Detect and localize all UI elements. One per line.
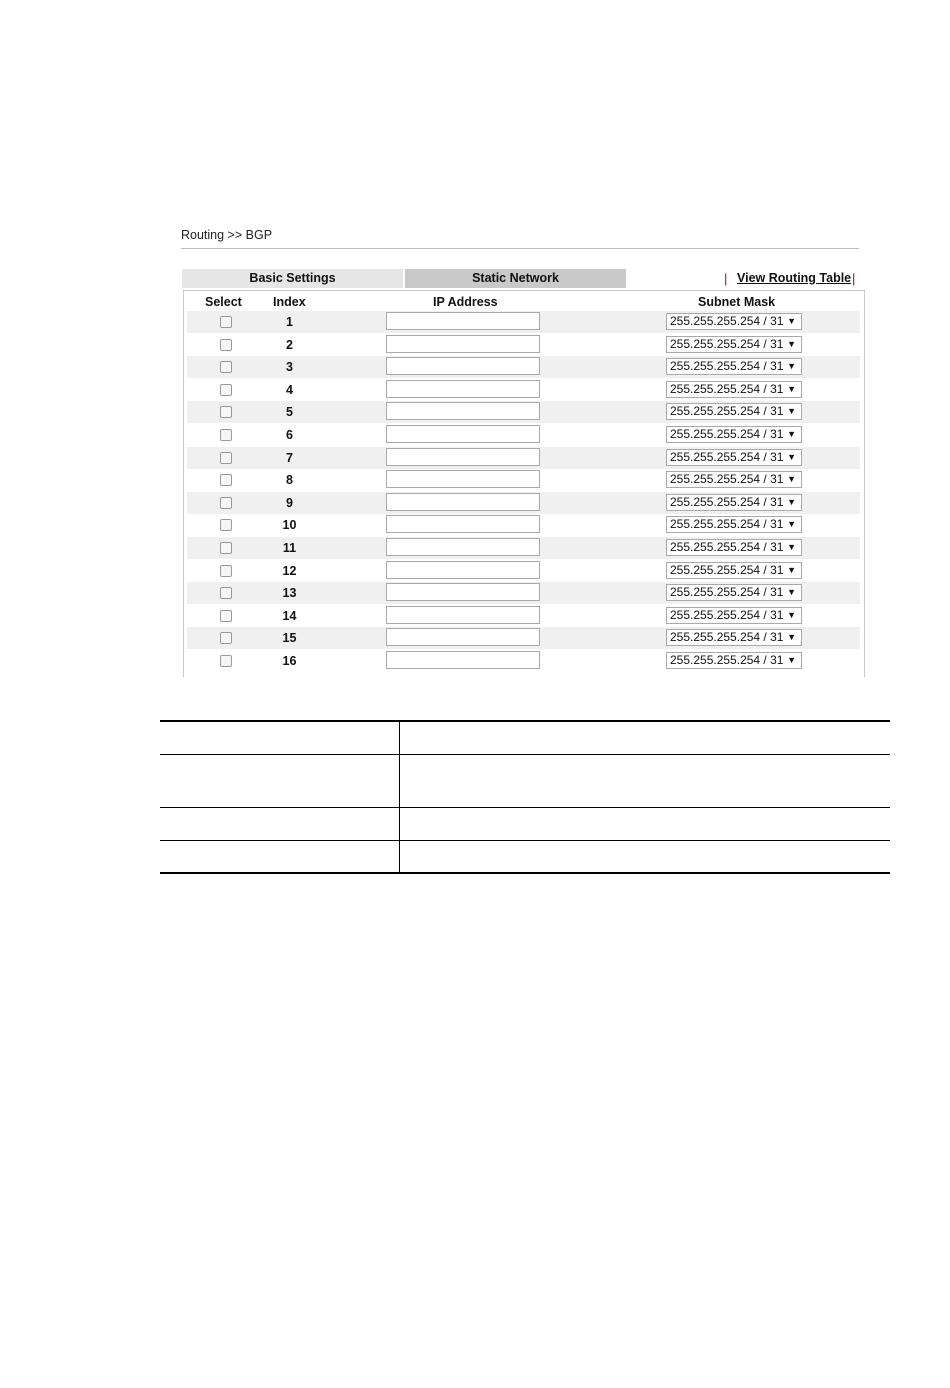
ip-address-input[interactable] (386, 515, 540, 533)
row-index: 3 (286, 360, 293, 375)
table-row (187, 401, 860, 423)
column-header-index: Index (273, 295, 306, 309)
description-cell (160, 840, 400, 873)
ip-address-input[interactable] (386, 335, 540, 353)
select-checkbox[interactable] (220, 565, 232, 577)
tab-basic-settings[interactable]: Basic Settings (182, 269, 403, 288)
dropdown-arrow-icon: ▼ (787, 519, 796, 530)
subnet-mask-select[interactable] (666, 516, 802, 533)
table-row (187, 356, 860, 378)
subnet-mask-select[interactable] (666, 426, 802, 443)
subnet-mask-value: 255.255.255.254 / 31 (670, 653, 784, 667)
dropdown-arrow-icon: ▼ (787, 496, 796, 507)
row-index: 12 (282, 563, 297, 578)
dropdown-arrow-icon: ▼ (787, 632, 796, 643)
link-separator-left: | (724, 271, 728, 286)
ip-address-input[interactable] (386, 425, 540, 443)
select-checkbox[interactable] (220, 452, 232, 464)
subnet-mask-select[interactable] (666, 652, 802, 669)
row-index: 1 (286, 315, 293, 329)
subnet-mask-select[interactable] (666, 539, 802, 556)
subnet-mask-value: 255.255.255.254 / 31 (670, 585, 784, 600)
subnet-mask-select[interactable] (666, 313, 802, 330)
select-checkbox[interactable] (220, 474, 232, 486)
row-index: 6 (286, 428, 293, 442)
dropdown-arrow-icon: ▼ (787, 316, 796, 326)
column-header-ip-address: IP Address (433, 295, 498, 309)
subnet-mask-value: 255.255.255.254 / 31 (670, 517, 784, 532)
row-index: 9 (286, 495, 293, 510)
select-checkbox[interactable] (220, 429, 232, 441)
dropdown-arrow-icon: ▼ (787, 429, 796, 439)
row-index: 16 (282, 654, 297, 668)
table-row (187, 334, 860, 356)
table-row (187, 469, 860, 491)
subnet-mask-select[interactable] (666, 562, 802, 579)
description-cell (160, 754, 400, 807)
dropdown-arrow-icon: ▼ (787, 587, 796, 598)
subnet-mask-select[interactable] (666, 403, 802, 420)
table-row (187, 627, 860, 649)
select-checkbox[interactable] (220, 361, 232, 373)
dropdown-arrow-icon: ▼ (787, 655, 796, 665)
ip-address-input[interactable] (386, 651, 540, 669)
dropdown-arrow-icon: ▼ (787, 474, 796, 485)
ip-address-input[interactable] (386, 583, 540, 601)
dropdown-arrow-icon: ▼ (787, 564, 796, 575)
column-header-subnet-mask: Subnet Mask (698, 295, 776, 309)
table-row (187, 582, 860, 604)
table-row (187, 379, 860, 401)
table-row (187, 424, 860, 446)
table-row (187, 447, 860, 469)
select-checkbox[interactable] (220, 542, 232, 554)
ip-address-input[interactable] (386, 493, 540, 511)
ip-address-input[interactable] (386, 448, 540, 466)
row-index: 11 (282, 541, 297, 555)
description-table (160, 720, 890, 874)
select-checkbox[interactable] (220, 497, 232, 509)
breadcrumb: Routing >> BGP (181, 228, 273, 242)
ip-address-input[interactable] (386, 606, 540, 624)
ip-address-input[interactable] (386, 628, 540, 646)
select-checkbox[interactable] (220, 316, 232, 328)
static-network-panel (183, 290, 865, 677)
subnet-mask-select[interactable] (666, 336, 802, 353)
select-checkbox[interactable] (220, 610, 232, 622)
subnet-mask-value: 255.255.255.254 / 31 (670, 359, 784, 374)
subnet-mask-value: 255.255.255.254 / 31 (670, 494, 784, 509)
row-index: 15 (282, 631, 297, 646)
select-checkbox[interactable] (220, 519, 232, 531)
subnet-mask-select[interactable] (666, 471, 802, 488)
ip-address-input[interactable] (386, 538, 540, 556)
subnet-mask-value: 255.255.255.254 / 31 (670, 630, 784, 645)
row-index: 14 (282, 608, 297, 623)
dropdown-arrow-icon: ▼ (787, 383, 796, 394)
description-cell (400, 807, 891, 840)
subnet-mask-value: 255.255.255.254 / 31 (670, 427, 784, 441)
ip-address-input[interactable] (386, 402, 540, 420)
subnet-mask-value: 255.255.255.254 / 31 (670, 314, 784, 328)
breadcrumb-divider (181, 248, 859, 249)
dropdown-arrow-icon: ▼ (787, 451, 796, 462)
column-header-select: Select (205, 295, 242, 309)
row-index: 4 (286, 382, 293, 397)
description-cell (160, 721, 400, 754)
select-checkbox[interactable] (220, 406, 232, 418)
row-index: 13 (282, 586, 297, 601)
subnet-mask-value: 255.255.255.254 / 31 (670, 404, 784, 419)
view-routing-table-link[interactable]: View Routing Table (737, 271, 852, 285)
dropdown-arrow-icon: ▼ (787, 338, 796, 349)
select-checkbox[interactable] (220, 587, 232, 599)
row-index: 7 (286, 450, 293, 465)
subnet-mask-select[interactable] (666, 358, 802, 375)
subnet-mask-value: 255.255.255.254 / 31 (670, 562, 784, 577)
subnet-mask-select[interactable] (666, 629, 802, 646)
row-index: 5 (286, 405, 293, 420)
row-index: 8 (286, 473, 293, 488)
dropdown-arrow-icon: ▼ (787, 609, 796, 620)
table-row (187, 537, 860, 559)
table-row (187, 492, 860, 514)
subnet-mask-value: 255.255.255.254 / 31 (670, 472, 784, 487)
dropdown-arrow-icon: ▼ (787, 406, 796, 417)
table-row (187, 650, 860, 672)
dropdown-arrow-icon: ▼ (787, 361, 796, 372)
subnet-mask-select[interactable] (666, 607, 802, 624)
ip-address-input[interactable] (386, 561, 540, 579)
description-cell (400, 754, 891, 807)
link-separator-right: | (852, 271, 856, 286)
select-checkbox[interactable] (220, 632, 232, 644)
description-cell (400, 721, 891, 754)
ip-address-input[interactable] (386, 312, 540, 330)
dropdown-arrow-icon: ▼ (787, 542, 796, 552)
subnet-mask-value: 255.255.255.254 / 31 (670, 381, 784, 396)
description-cell (400, 840, 891, 873)
select-checkbox[interactable] (220, 384, 232, 396)
row-index: 10 (282, 518, 297, 533)
table-row (187, 560, 860, 582)
tab-static-network[interactable]: Static Network (405, 269, 626, 288)
description-cell (160, 807, 400, 840)
subnet-mask-value: 255.255.255.254 / 31 (670, 607, 784, 622)
ip-address-input[interactable] (386, 357, 540, 375)
subnet-mask-select[interactable] (666, 449, 802, 466)
subnet-mask-select[interactable] (666, 494, 802, 511)
subnet-mask-value: 255.255.255.254 / 31 (670, 336, 784, 351)
table-row (187, 514, 860, 536)
subnet-mask-value: 255.255.255.254 / 31 (670, 449, 784, 464)
ip-address-input[interactable] (386, 470, 540, 488)
subnet-mask-select[interactable] (666, 584, 802, 601)
ip-address-input[interactable] (386, 380, 540, 398)
subnet-mask-select[interactable] (666, 381, 802, 398)
select-checkbox[interactable] (220, 339, 232, 351)
select-checkbox[interactable] (220, 655, 232, 667)
subnet-mask-value: 255.255.255.254 / 31 (670, 540, 784, 554)
table-row (187, 311, 860, 333)
table-row (187, 605, 860, 627)
row-index: 2 (286, 337, 293, 352)
